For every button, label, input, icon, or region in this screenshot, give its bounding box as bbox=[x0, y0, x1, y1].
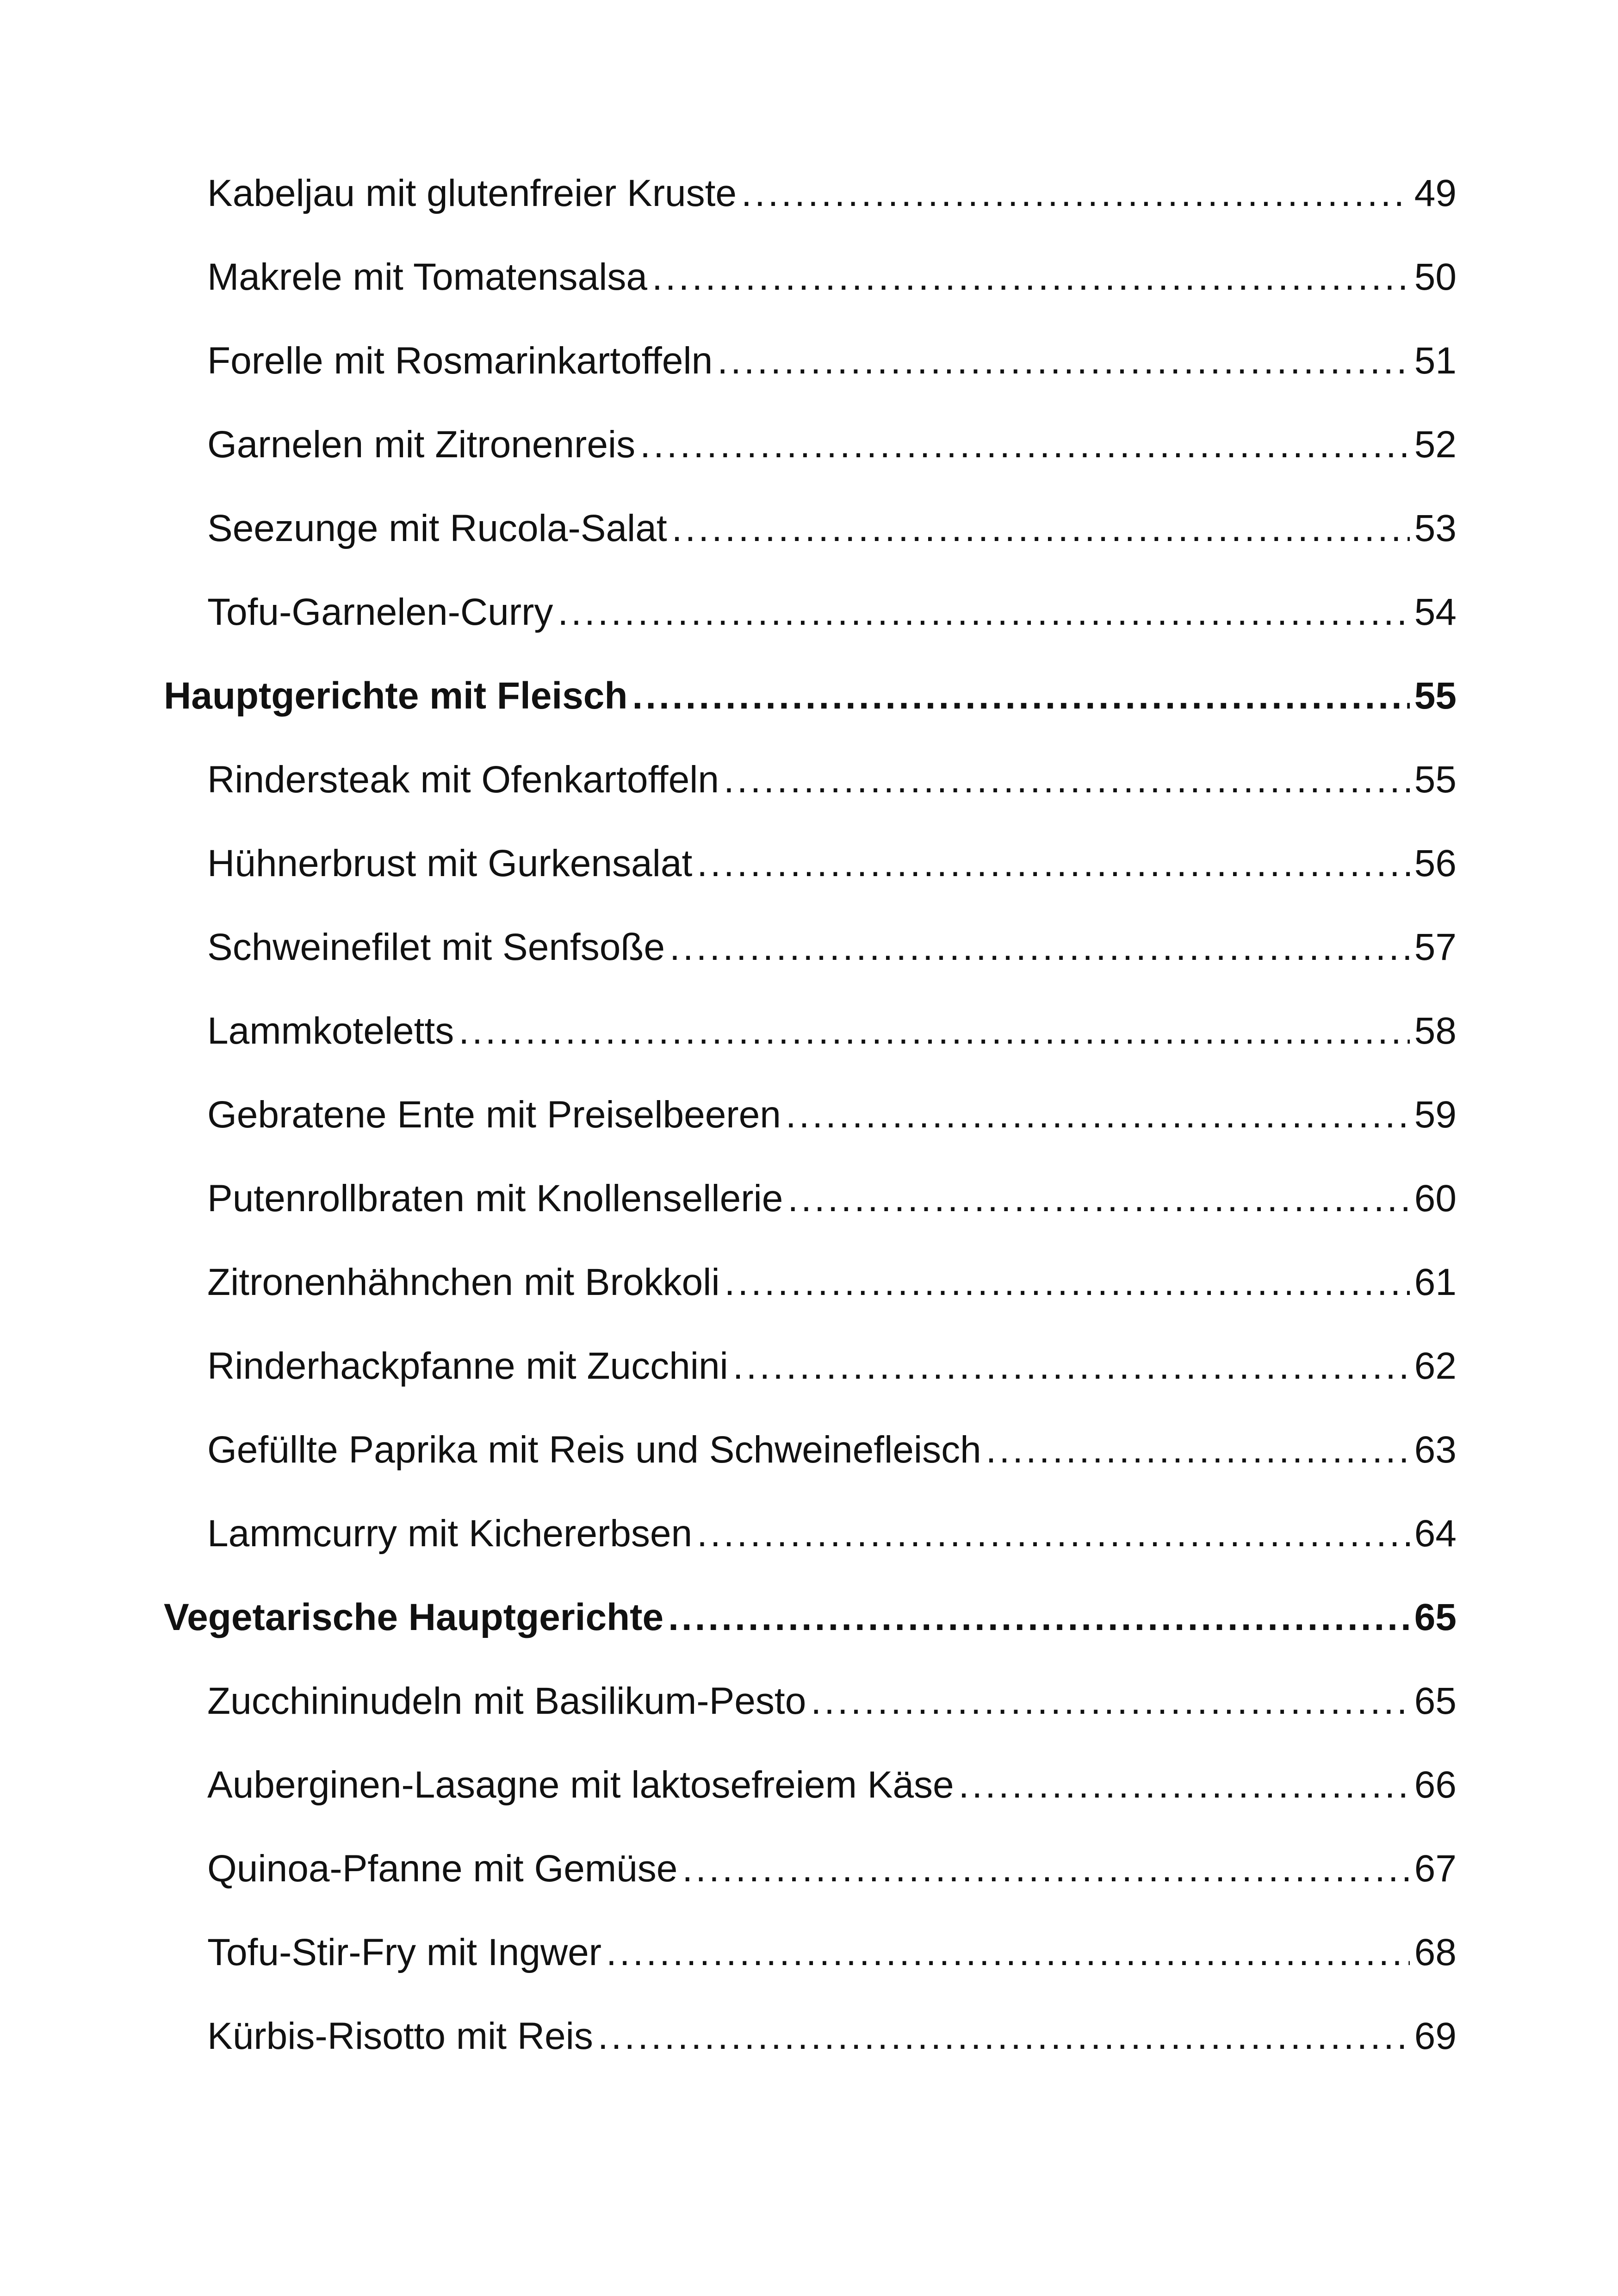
toc-entry-title: Kürbis-Risotto mit Reis bbox=[207, 2015, 593, 2057]
toc-entry-title: Putenrollbraten mit Knollensellerie bbox=[207, 1177, 783, 1220]
toc-entry[interactable] bbox=[207, 1003, 1457, 1059]
toc-entry-title: Seezunge mit Rucola-Salat bbox=[207, 507, 667, 549]
toc-entry[interactable] bbox=[207, 1506, 1457, 1562]
toc-entry-title: Gefüllte Paprika mit Reis und Schweinefleisch bbox=[207, 1429, 981, 1471]
toc-page-number: 53 bbox=[1414, 507, 1457, 549]
toc-dot-leader bbox=[670, 920, 1410, 975]
toc-entry[interactable] bbox=[207, 1087, 1457, 1143]
toc-dot-leader bbox=[741, 166, 1410, 221]
toc-entry[interactable] bbox=[207, 249, 1457, 305]
toc-entry[interactable] bbox=[207, 585, 1457, 640]
toc-entry-title: Makrele mit Tomatensalsa bbox=[207, 256, 647, 298]
toc-entry[interactable] bbox=[207, 1338, 1457, 1394]
toc-entry[interactable] bbox=[207, 836, 1457, 891]
toc-dot-leader bbox=[811, 1674, 1409, 1729]
toc-entry-title: Garnelen mit Zitronenreis bbox=[207, 423, 636, 466]
toc-entry-title: Tofu-Stir-Fry mit Ingwer bbox=[207, 1931, 601, 1973]
toc-entry[interactable] bbox=[207, 1925, 1457, 1980]
toc-entry-title: Forelle mit Rosmarinkartoffeln bbox=[207, 340, 713, 382]
toc-page-number: 65 bbox=[1414, 1680, 1457, 1722]
toc-entry[interactable] bbox=[207, 417, 1457, 473]
toc-entry-title: Kabeljau mit glutenfreier Kruste bbox=[207, 172, 737, 214]
toc-entry[interactable] bbox=[207, 1255, 1457, 1310]
toc-page-number: 66 bbox=[1414, 1764, 1457, 1806]
toc-dot-leader bbox=[606, 1925, 1410, 1980]
toc-chapter-title: Hauptgerichte mit Fleisch bbox=[164, 675, 628, 717]
toc-entry-title: Quinoa-Pfanne mit Gemüse bbox=[207, 1848, 678, 1890]
toc-dot-leader bbox=[787, 1171, 1409, 1226]
toc-entry-title: Lammkoteletts bbox=[207, 1010, 454, 1052]
toc-entry-title: Zitronenhähnchen mit Brokkoli bbox=[207, 1261, 720, 1303]
toc-entry[interactable] bbox=[207, 333, 1457, 389]
toc-page-number: 58 bbox=[1414, 1010, 1457, 1052]
toc-entry-title: Zucchininudeln mit Basilikum-Pesto bbox=[207, 1680, 806, 1722]
toc-page-number: 50 bbox=[1414, 256, 1457, 298]
toc-dot-leader bbox=[672, 501, 1410, 556]
toc-dot-leader bbox=[558, 585, 1409, 640]
toc-dot-leader bbox=[724, 752, 1410, 808]
toc-page-number: 65 bbox=[1414, 1596, 1457, 1638]
toc-entry[interactable] bbox=[207, 1841, 1457, 1897]
toc-chapter-title: Vegetarische Hauptgerichte bbox=[164, 1596, 664, 1638]
toc-page-number: 67 bbox=[1414, 1848, 1457, 1890]
toc-page-number: 60 bbox=[1414, 1177, 1457, 1220]
toc-page-number: 62 bbox=[1414, 1345, 1457, 1387]
toc-dot-leader bbox=[640, 417, 1410, 473]
toc-dot-leader bbox=[682, 1841, 1409, 1897]
toc-entry[interactable] bbox=[207, 752, 1457, 808]
toc-entry-title: Tofu-Garnelen-Curry bbox=[207, 591, 553, 633]
toc-entry[interactable] bbox=[207, 166, 1457, 221]
toc-dot-leader bbox=[632, 668, 1409, 724]
toc-page-number: 59 bbox=[1414, 1094, 1457, 1136]
toc-entry[interactable] bbox=[207, 1422, 1457, 1478]
toc-dot-leader bbox=[697, 1506, 1410, 1562]
toc-entry-title: Hühnerbrust mit Gurkensalat bbox=[207, 842, 693, 884]
toc-dot-leader bbox=[725, 1255, 1410, 1310]
toc-dot-leader bbox=[459, 1003, 1410, 1059]
toc-dot-leader bbox=[959, 1757, 1410, 1813]
toc-page-number: 64 bbox=[1414, 1512, 1457, 1555]
toc-page-number: 61 bbox=[1414, 1261, 1457, 1303]
toc-entry-title: Lammcurry mit Kichererbsen bbox=[207, 1512, 693, 1555]
toc-page-number: 55 bbox=[1414, 759, 1457, 801]
toc-entry[interactable] bbox=[207, 1171, 1457, 1226]
toc-dot-leader bbox=[652, 249, 1410, 305]
toc-page-number: 52 bbox=[1414, 423, 1457, 466]
toc-entry-title: Rinderhackpfanne mit Zucchini bbox=[207, 1345, 728, 1387]
toc-page-number: 68 bbox=[1414, 1931, 1457, 1973]
toc-page-number: 54 bbox=[1414, 591, 1457, 633]
toc-page-number: 69 bbox=[1414, 2015, 1457, 2057]
toc-entry[interactable] bbox=[207, 920, 1457, 975]
toc-chapter-entry[interactable] bbox=[164, 1590, 1457, 1645]
toc-dot-leader bbox=[717, 333, 1410, 389]
toc-page-number: 51 bbox=[1414, 340, 1457, 382]
toc-page-number: 49 bbox=[1414, 172, 1457, 214]
toc-entry[interactable] bbox=[207, 501, 1457, 556]
toc-entry[interactable] bbox=[207, 1674, 1457, 1729]
toc-entry-title: Gebratene Ente mit Preiselbeeren bbox=[207, 1094, 781, 1136]
toc-page-number: 56 bbox=[1414, 842, 1457, 884]
toc-entry-title: Rindersteak mit Ofenkartoffeln bbox=[207, 759, 719, 801]
toc-page-number: 55 bbox=[1414, 675, 1457, 717]
toc-page-number: 57 bbox=[1414, 926, 1457, 968]
toc-entry[interactable] bbox=[207, 1757, 1457, 1813]
toc-dot-leader bbox=[697, 836, 1410, 891]
toc-entry-title: Schweinefilet mit Senfsoße bbox=[207, 926, 665, 968]
toc-dot-leader bbox=[986, 1422, 1410, 1478]
toc-dot-leader bbox=[668, 1590, 1410, 1645]
toc-entry-title: Auberginen-Lasagne mit laktosefreiem Käse bbox=[207, 1764, 954, 1806]
toc-page-number: 63 bbox=[1414, 1429, 1457, 1471]
toc-entry[interactable] bbox=[207, 2009, 1457, 2064]
toc-dot-leader bbox=[733, 1338, 1410, 1394]
toc-dot-leader bbox=[598, 2009, 1410, 2064]
toc-chapter-entry[interactable] bbox=[164, 668, 1457, 724]
toc-dot-leader bbox=[786, 1087, 1410, 1143]
